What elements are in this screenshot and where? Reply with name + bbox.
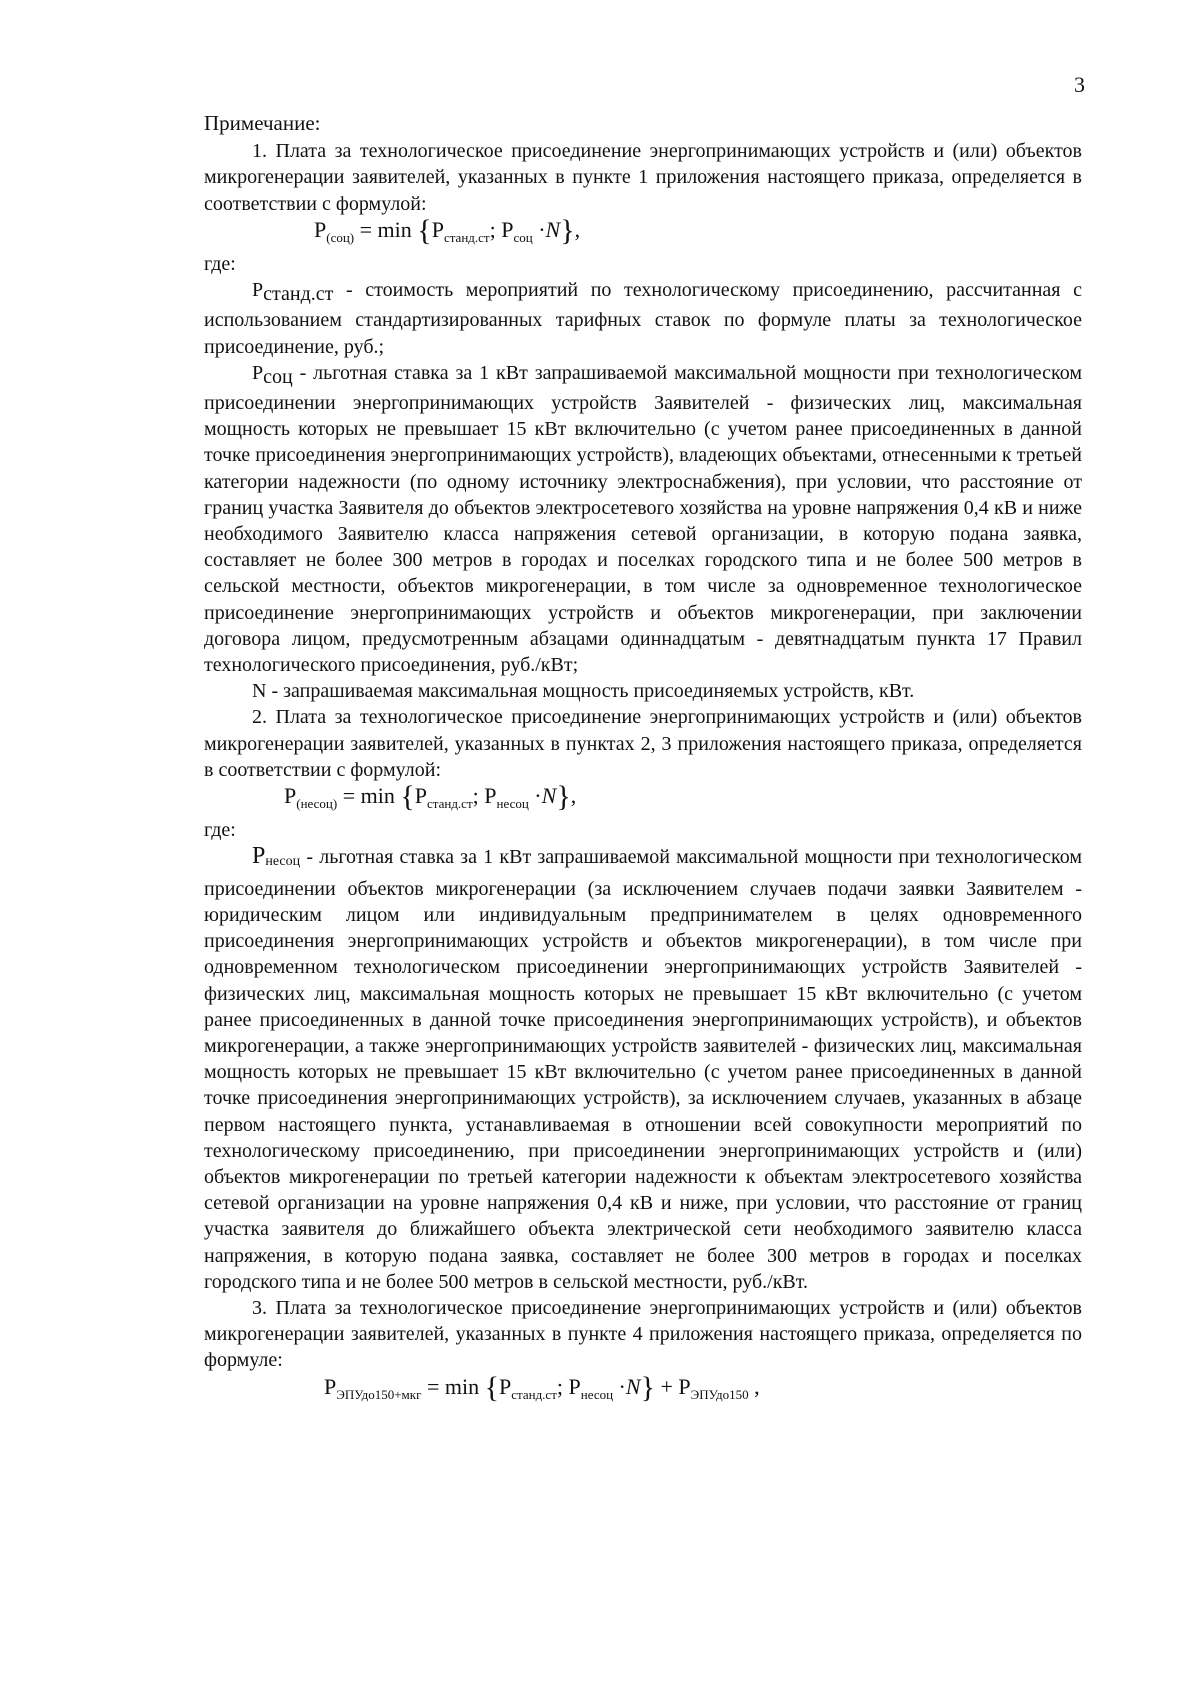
formula-1: $P_{(соц)} = \min \{P_{станд.ст}$; $P_{соц} \cdot N$}, [314,213,581,247]
document-body [204,110,1082,1408]
note-heading: Примечание: [204,111,321,135]
where-label-1: где: [204,253,236,276]
definition-p-stand: Pстанд.ст - стоимость мероприятий по технологическому присоединению, рассчитанная с использованием стандартизированных тарифных ставок по формуле платы за технологическое присоединение, руб.; [204,279,1082,358]
paragraph-1: 1. Плата за технологическое присоединение энергопринимающих устройств и (или) объектов микрогенерации заявителей, указанных в пункте 1 приложения настоящего приказа, определяется в соответствии с формулой: [204,140,1082,215]
paragraph-2: 2. Плата за технологическое присоединение энергопринимающих устройств и (или) объектов микрогенерации заявителей, указанных в пунктах 2, 3 приложения настоящего приказа, определяется в соответствии с формулой: [204,706,1082,781]
formula-2: $P_{(несоц)} = \min \{P_{станд.ст}$; $P_{несоц} \cdot N$}, [284,780,577,814]
definition-p-nesoc: Pнесоц - льготная ставка за 1 кВт запрашиваемой максимальной мощности при технологическом присоединении объектов микрогенерации (за исключением случаев подачи заявки Заявителем - юридическим лицом или индивидуальным предпринимателем в целях одновременного присоединения энергопринимающих устройств и объектов микрогенерации), в том числе при одновременном технологическом присоединении энергопринимающих устройств Заявителей - физических лиц, максимальная мощность которых не превышает 15 кВт включительно (с учетом ранее присоединенных в данной точке присоединения энергопринимающих устройств), и объектов микрогенерации, а также энергопринимающих устройств заявителей - физических лиц, максимальная мощность которых не превышает 15 кВт включительно (с учетом ранее присоединенных в данной точке присоединения энергопринимающих устройств), за исключением случаев, указанных в абзаце первом настоящего пункта, устанавливаемая в отношении всей совокупности мероприятий по технологическому присоединению, при присоединении энергопринимающих устройств и (или) объектов микрогенерации по третьей категории надежности к объектам электросетевого хозяйства сетевой организации на уровне напряжения 0,4 кВ и ниже, при условии, что расстояние от границ участка заявителя до ближайшего объекта электрической сети необходимого заявителю класса напряжения, в которую подана заявка, составляет не более 300 метров в городах и поселках городского типа и не более 500 метров в сельской местности, руб./кВт. [204,843,1082,1293]
where-label-2: где: [204,819,236,842]
definition-n: N - запрашиваемая максимальная мощность присоединяемых устройств, кВт. [252,680,915,703]
definition-p-soc: Pсоц - льготная ставка за 1 кВт запрашиваемой максимальной мощности при технологическом присоединении энергопринимающих устройств Заявителей - физических лиц, максимальная мощность которых не превышает 15 кВт включительно (с учетом ранее присоединенных в данной точке присоединения энергопринимающих устройств), владеющих объектами, отнесенными к третьей категории надежности (по одному источнику электроснабжения), при условии, что расстояние от границ участка Заявителя до объектов электросетевого хозяйства на уровне напряжения 0,4 кВ и ниже необходимого Заявителю класса напряжения сетевой организации, в которую подана заявка, составляет не более 300 метров в городах и поселках городского типа и не более 500 метров в сельской местности, объектов микрогенерации, в том числе за одновременное технологическое присоединение энергопринимающих устройств и объектов микрогенерации, при заключении договора лицом, предусмотренным абзацами одиннадцатым - девятнадцатым пункта 17 Правил технологического присоединения, руб./кВт; [204,361,1082,677]
formula-3: $P_{ЭПУдо150+мкг} = \min \{P_{станд.ст}$; $P_{несоц} \cdot N\} + P_{ЭПУдо150}$ , [324,1370,760,1404]
page-number: 3 [1074,72,1085,97]
paragraph-3: 3. Плата за технологическое присоединение энергопринимающих устройств и (или) объектов микрогенерации заявителей, указанных в пункте 4 приложения настоящего приказа, определяется по формуле: [204,1296,1082,1372]
